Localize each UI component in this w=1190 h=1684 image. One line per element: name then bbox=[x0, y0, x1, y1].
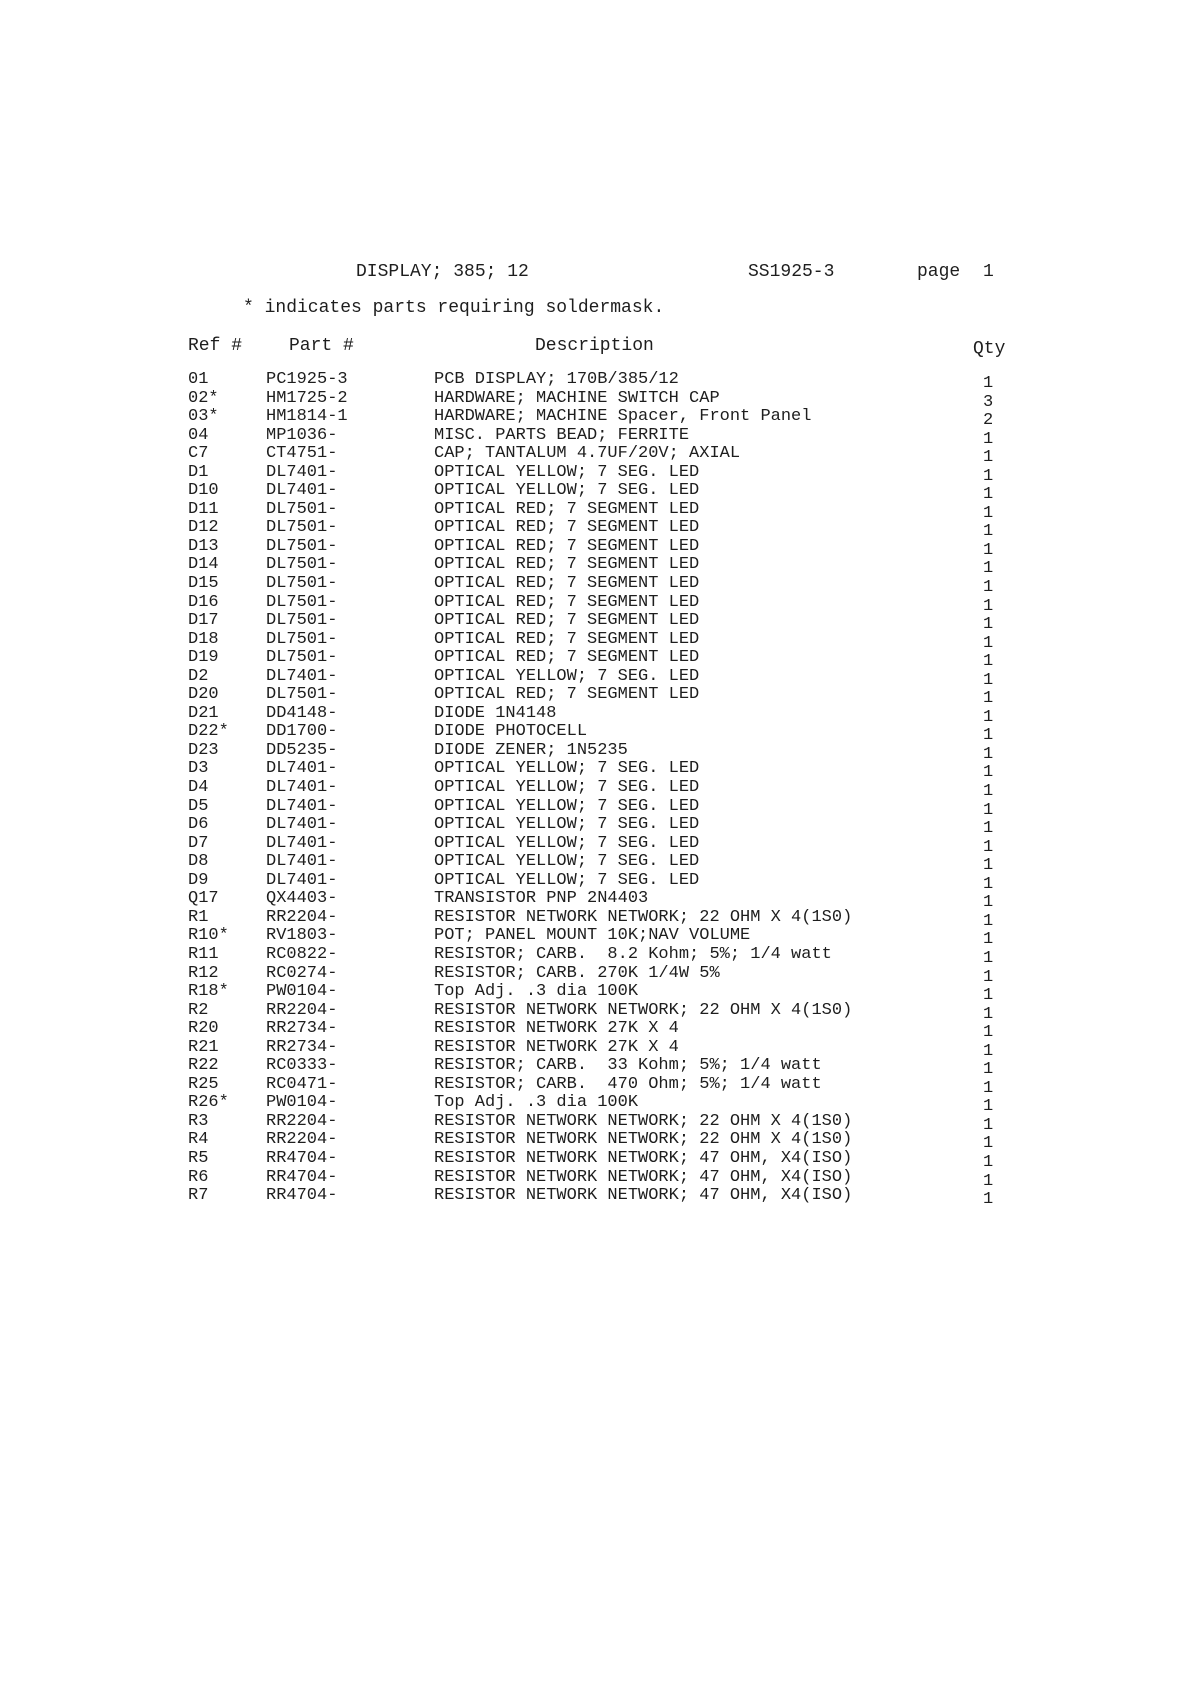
ref-cell: R11 bbox=[188, 944, 219, 964]
description-cell: OPTICAL YELLOW; 7 SEG. LED bbox=[434, 666, 700, 686]
table-row bbox=[0, 518, 1190, 542]
ref-cell: R3 bbox=[188, 1111, 209, 1131]
qty-cell: 1 bbox=[983, 1060, 994, 1080]
ref-cell: D2 bbox=[188, 666, 209, 686]
description-cell: TRANSISTOR PNP 2N4403 bbox=[434, 889, 649, 909]
ref-cell: R1 bbox=[188, 907, 209, 927]
qty-cell: 1 bbox=[983, 485, 994, 505]
description-cell: RESISTOR NETWORK NETWORK; 47 OHM, X4(ISO) bbox=[434, 1186, 853, 1206]
column-header-part: Part # bbox=[289, 336, 354, 356]
qty-cell: 1 bbox=[983, 1171, 994, 1191]
part-number-cell: DL7501- bbox=[266, 555, 338, 575]
qty-cell: 1 bbox=[983, 1097, 994, 1117]
qty-cell: 1 bbox=[983, 670, 994, 690]
ref-cell: D14 bbox=[188, 555, 219, 575]
qty-cell: 1 bbox=[983, 1078, 994, 1098]
description-cell: RESISTOR NETWORK NETWORK; 22 OHM X 4(1S0) bbox=[434, 1111, 853, 1131]
qty-cell: 1 bbox=[983, 707, 994, 727]
ref-cell: D11 bbox=[188, 499, 219, 519]
part-number-cell: DL7401- bbox=[266, 833, 338, 853]
ref-cell: R7 bbox=[188, 1186, 209, 1206]
table-row bbox=[0, 592, 1190, 616]
qty-cell: 1 bbox=[983, 1134, 994, 1154]
part-number-cell: DL7401- bbox=[266, 852, 338, 872]
part-number-cell: RR2204- bbox=[266, 907, 338, 927]
table-row bbox=[0, 388, 1190, 412]
description-cell: OPTICAL YELLOW; 7 SEG. LED bbox=[434, 870, 700, 890]
document-title: DISPLAY; 385; 12 bbox=[356, 262, 529, 282]
table-row bbox=[0, 462, 1190, 486]
table-row bbox=[0, 425, 1190, 449]
ref-cell: D18 bbox=[188, 629, 219, 649]
qty-cell: 1 bbox=[983, 967, 994, 987]
description-cell: DIODE ZENER; 1N5235 bbox=[434, 740, 628, 760]
table-row bbox=[0, 648, 1190, 672]
ref-cell: D21 bbox=[188, 703, 219, 723]
part-number-cell: DL7401- bbox=[266, 870, 338, 890]
ref-cell: D1 bbox=[188, 462, 209, 482]
description-cell: DIODE 1N4148 bbox=[434, 703, 557, 723]
description-cell: RESISTOR; CARB. 8.2 Kohm; 5%; 1/4 watt bbox=[434, 944, 832, 964]
ref-cell: D4 bbox=[188, 778, 209, 798]
qty-cell: 1 bbox=[983, 689, 994, 709]
column-header-description: Description bbox=[535, 336, 654, 356]
qty-cell: 1 bbox=[983, 466, 994, 486]
part-number-cell: RR2204- bbox=[266, 1130, 338, 1150]
ref-cell: R26* bbox=[188, 1093, 229, 1113]
part-number-cell: RR4704- bbox=[266, 1186, 338, 1206]
qty-cell: 1 bbox=[983, 1152, 994, 1172]
part-number-cell: RV1803- bbox=[266, 926, 338, 946]
qty-cell: 1 bbox=[983, 837, 994, 857]
ref-cell: D20 bbox=[188, 685, 219, 705]
part-number-cell: DD5235- bbox=[266, 740, 338, 760]
table-row bbox=[0, 759, 1190, 783]
table-row bbox=[0, 1111, 1190, 1135]
qty-cell: 1 bbox=[983, 986, 994, 1006]
ref-cell: C7 bbox=[188, 444, 209, 464]
description-cell: OPTICAL YELLOW; 7 SEG. LED bbox=[434, 833, 700, 853]
qty-cell: 1 bbox=[983, 744, 994, 764]
part-number-cell: DL7401- bbox=[266, 666, 338, 686]
table-row bbox=[0, 852, 1190, 876]
description-cell: RESISTOR; CARB. 33 Kohm; 5%; 1/4 watt bbox=[434, 1056, 822, 1076]
description-cell: RESISTOR NETWORK NETWORK; 22 OHM X 4(1S0) bbox=[434, 1130, 853, 1150]
description-cell: RESISTOR NETWORK NETWORK; 22 OHM X 4(1S0) bbox=[434, 907, 853, 927]
description-cell: OPTICAL YELLOW; 7 SEG. LED bbox=[434, 462, 700, 482]
table-row bbox=[0, 907, 1190, 931]
table-row bbox=[0, 1056, 1190, 1080]
part-number-cell: RR2734- bbox=[266, 1019, 338, 1039]
ref-cell: D12 bbox=[188, 518, 219, 538]
description-cell: OPTICAL RED; 7 SEGMENT LED bbox=[434, 518, 700, 538]
description-cell: OPTICAL RED; 7 SEGMENT LED bbox=[434, 629, 700, 649]
table-row bbox=[0, 1037, 1190, 1061]
ref-cell: D8 bbox=[188, 852, 209, 872]
ref-cell: R25 bbox=[188, 1074, 219, 1094]
description-cell: OPTICAL YELLOW; 7 SEG. LED bbox=[434, 759, 700, 779]
description-cell: RESISTOR; CARB. 470 Ohm; 5%; 1/4 watt bbox=[434, 1074, 822, 1094]
ref-cell: 03* bbox=[188, 407, 219, 427]
table-row bbox=[0, 1093, 1190, 1117]
description-cell: OPTICAL RED; 7 SEGMENT LED bbox=[434, 536, 700, 556]
part-number-cell: DL7501- bbox=[266, 518, 338, 538]
part-number-cell: QX4403- bbox=[266, 889, 338, 909]
description-cell: OPTICAL RED; 7 SEGMENT LED bbox=[434, 574, 700, 594]
qty-cell: 1 bbox=[983, 559, 994, 579]
description-cell: OPTICAL YELLOW; 7 SEG. LED bbox=[434, 815, 700, 835]
qty-cell: 1 bbox=[983, 911, 994, 931]
ref-cell: 02* bbox=[188, 388, 219, 408]
qty-cell: 1 bbox=[983, 763, 994, 783]
qty-cell: 1 bbox=[983, 800, 994, 820]
table-row bbox=[0, 555, 1190, 579]
description-cell: OPTICAL RED; 7 SEGMENT LED bbox=[434, 555, 700, 575]
description-cell: OPTICAL YELLOW; 7 SEG. LED bbox=[434, 796, 700, 816]
qty-cell: 2 bbox=[983, 411, 994, 431]
part-number-cell: RC0274- bbox=[266, 963, 338, 983]
description-cell: RESISTOR NETWORK NETWORK; 22 OHM X 4(1S0) bbox=[434, 1000, 853, 1020]
ref-cell: 01 bbox=[188, 370, 209, 389]
qty-cell: 1 bbox=[983, 448, 994, 468]
column-header-ref: Ref # bbox=[188, 336, 243, 356]
table-row bbox=[0, 536, 1190, 560]
qty-cell: 1 bbox=[983, 503, 994, 523]
table-row bbox=[0, 574, 1190, 598]
part-number-cell: DL7501- bbox=[266, 611, 338, 631]
qty-cell: 1 bbox=[983, 856, 994, 876]
ref-cell: R22 bbox=[188, 1056, 219, 1076]
description-cell: OPTICAL RED; 7 SEGMENT LED bbox=[434, 648, 700, 668]
part-number-cell: DL7501- bbox=[266, 648, 338, 668]
ref-cell: Q17 bbox=[188, 889, 219, 909]
qty-cell: 1 bbox=[983, 874, 994, 894]
qty-cell: 1 bbox=[983, 540, 994, 560]
part-number-cell: DL7401- bbox=[266, 462, 338, 482]
qty-cell: 1 bbox=[983, 1004, 994, 1024]
description-cell: HARDWARE; MACHINE SWITCH CAP bbox=[434, 388, 720, 408]
qty-cell: 1 bbox=[983, 633, 994, 653]
ref-cell: D17 bbox=[188, 611, 219, 631]
ref-cell: R18* bbox=[188, 982, 229, 1002]
table-row bbox=[0, 611, 1190, 635]
ref-cell: D15 bbox=[188, 574, 219, 594]
qty-cell: 1 bbox=[983, 819, 994, 839]
part-number-cell: DL7401- bbox=[266, 759, 338, 779]
qty-cell: 1 bbox=[983, 374, 994, 393]
description-cell: RESISTOR NETWORK 27K X 4 bbox=[434, 1037, 679, 1057]
description-cell: OPTICAL RED; 7 SEGMENT LED bbox=[434, 685, 700, 705]
qty-cell: 1 bbox=[983, 1190, 994, 1210]
table-row bbox=[0, 1167, 1190, 1191]
part-number-cell: DL7401- bbox=[266, 796, 338, 816]
part-number-cell: DL7501- bbox=[266, 629, 338, 649]
ref-cell: R21 bbox=[188, 1037, 219, 1057]
ref-cell: 04 bbox=[188, 425, 209, 445]
ref-cell: R4 bbox=[188, 1130, 209, 1150]
ref-cell: D23 bbox=[188, 740, 219, 760]
qty-cell: 1 bbox=[983, 726, 994, 746]
part-number-cell: PW0104- bbox=[266, 1093, 338, 1113]
part-number-cell: HM1725-2 bbox=[266, 388, 348, 408]
table-row bbox=[0, 370, 1190, 393]
table-row bbox=[0, 1186, 1190, 1210]
document-number: SS1925-3 bbox=[748, 262, 835, 282]
description-cell: RESISTOR NETWORK 27K X 4 bbox=[434, 1019, 679, 1039]
column-header-qty: Qty bbox=[973, 339, 1006, 359]
description-cell: OPTICAL RED; 7 SEGMENT LED bbox=[434, 499, 700, 519]
description-cell: Top Adj. .3 dia 100K bbox=[434, 982, 639, 1002]
table-row bbox=[0, 815, 1190, 839]
part-number-cell: DD1700- bbox=[266, 722, 338, 742]
ref-cell: D6 bbox=[188, 815, 209, 835]
qty-cell: 1 bbox=[983, 652, 994, 672]
part-number-cell: RC0333- bbox=[266, 1056, 338, 1076]
table-row bbox=[0, 778, 1190, 802]
ref-cell: R12 bbox=[188, 963, 219, 983]
table-row bbox=[0, 833, 1190, 857]
ref-cell: R2 bbox=[188, 1000, 209, 1020]
qty-cell: 1 bbox=[983, 948, 994, 968]
qty-cell: 1 bbox=[983, 615, 994, 635]
part-number-cell: CT4751- bbox=[266, 444, 338, 464]
description-cell: RESISTOR NETWORK NETWORK; 47 OHM, X4(ISO) bbox=[434, 1167, 853, 1187]
part-number-cell: RR2734- bbox=[266, 1037, 338, 1057]
qty-cell: 1 bbox=[983, 782, 994, 802]
ref-cell: R20 bbox=[188, 1019, 219, 1039]
ref-cell: D16 bbox=[188, 592, 219, 612]
description-cell: Top Adj. .3 dia 100K bbox=[434, 1093, 639, 1113]
ref-cell: D19 bbox=[188, 648, 219, 668]
description-cell: MISC. PARTS BEAD; FERRITE bbox=[434, 425, 690, 445]
part-number-cell: RR4704- bbox=[266, 1167, 338, 1187]
table-row bbox=[0, 796, 1190, 820]
qty-cell: 1 bbox=[983, 1041, 994, 1061]
ref-cell: D7 bbox=[188, 833, 209, 853]
part-number-cell: RR2204- bbox=[266, 1111, 338, 1131]
table-row bbox=[0, 722, 1190, 746]
ref-cell: D3 bbox=[188, 759, 209, 779]
part-number-cell: DL7501- bbox=[266, 685, 338, 705]
soldermask-note: * indicates parts requiring soldermask. bbox=[243, 298, 665, 318]
part-number-cell: DL7401- bbox=[266, 815, 338, 835]
part-number-cell: DL7501- bbox=[266, 536, 338, 556]
ref-cell: R6 bbox=[188, 1167, 209, 1187]
ref-cell: D5 bbox=[188, 796, 209, 816]
part-number-cell: MP1036- bbox=[266, 425, 338, 445]
qty-cell: 1 bbox=[983, 596, 994, 616]
bill-of-materials-table bbox=[0, 370, 1190, 1210]
page-label: page bbox=[917, 262, 961, 282]
qty-cell: 1 bbox=[983, 429, 994, 449]
part-number-cell: DL7501- bbox=[266, 499, 338, 519]
ref-cell: R5 bbox=[188, 1148, 209, 1168]
ref-cell: R10* bbox=[188, 926, 229, 946]
table-row bbox=[0, 740, 1190, 764]
description-cell: OPTICAL YELLOW; 7 SEG. LED bbox=[434, 481, 700, 501]
part-number-cell: DL7501- bbox=[266, 574, 338, 594]
table-row bbox=[0, 685, 1190, 709]
part-number-cell: DL7401- bbox=[266, 481, 338, 501]
table-row bbox=[0, 1148, 1190, 1172]
table-row bbox=[0, 982, 1190, 1006]
table-row bbox=[0, 1019, 1190, 1043]
description-cell: CAP; TANTALUM 4.7UF/20V; AXIAL bbox=[434, 444, 741, 464]
table-row bbox=[0, 481, 1190, 505]
table-row bbox=[0, 629, 1190, 653]
table-row bbox=[0, 1130, 1190, 1154]
qty-cell: 1 bbox=[983, 893, 994, 913]
table-row bbox=[0, 444, 1190, 468]
part-number-cell: PC1925-3 bbox=[266, 370, 348, 389]
part-number-cell: RC0822- bbox=[266, 944, 338, 964]
table-row bbox=[0, 1074, 1190, 1098]
page-number: 1 bbox=[983, 262, 994, 282]
qty-cell: 1 bbox=[983, 1115, 994, 1135]
part-number-cell: RR4704- bbox=[266, 1148, 338, 1168]
table-row bbox=[0, 703, 1190, 727]
part-number-cell: DL7501- bbox=[266, 592, 338, 612]
description-cell: DIODE PHOTOCELL bbox=[434, 722, 588, 742]
table-row bbox=[0, 944, 1190, 968]
description-cell: RESISTOR; CARB. 270K 1/4W 5% bbox=[434, 963, 720, 983]
part-number-cell: RC0471- bbox=[266, 1074, 338, 1094]
qty-cell: 1 bbox=[983, 522, 994, 542]
table-row bbox=[0, 666, 1190, 690]
description-cell: OPTICAL YELLOW; 7 SEG. LED bbox=[434, 778, 700, 798]
part-number-cell: RR2204- bbox=[266, 1000, 338, 1020]
table-row bbox=[0, 407, 1190, 431]
table-row bbox=[0, 889, 1190, 913]
part-number-cell: HM1814-1 bbox=[266, 407, 348, 427]
qty-cell: 1 bbox=[983, 1023, 994, 1043]
description-cell: POT; PANEL MOUNT 10K;NAV VOLUME bbox=[434, 926, 751, 946]
ref-cell: D10 bbox=[188, 481, 219, 501]
description-cell: OPTICAL RED; 7 SEGMENT LED bbox=[434, 611, 700, 631]
description-cell: OPTICAL RED; 7 SEGMENT LED bbox=[434, 592, 700, 612]
description-cell: OPTICAL YELLOW; 7 SEG. LED bbox=[434, 852, 700, 872]
description-cell: RESISTOR NETWORK NETWORK; 47 OHM, X4(ISO) bbox=[434, 1148, 853, 1168]
qty-cell: 1 bbox=[983, 930, 994, 950]
ref-cell: D22* bbox=[188, 722, 229, 742]
table-row bbox=[0, 963, 1190, 987]
ref-cell: D9 bbox=[188, 870, 209, 890]
table-row bbox=[0, 499, 1190, 523]
ref-cell: D13 bbox=[188, 536, 219, 556]
qty-cell: 3 bbox=[983, 392, 994, 412]
part-number-cell: PW0104- bbox=[266, 982, 338, 1002]
table-row bbox=[0, 926, 1190, 950]
table-row bbox=[0, 1000, 1190, 1024]
description-cell: PCB DISPLAY; 170B/385/12 bbox=[434, 370, 679, 389]
qty-cell: 1 bbox=[983, 578, 994, 598]
part-number-cell: DD4148- bbox=[266, 703, 338, 723]
part-number-cell: DL7401- bbox=[266, 778, 338, 798]
description-cell: HARDWARE; MACHINE Spacer, Front Panel bbox=[434, 407, 812, 427]
table-row bbox=[0, 870, 1190, 894]
